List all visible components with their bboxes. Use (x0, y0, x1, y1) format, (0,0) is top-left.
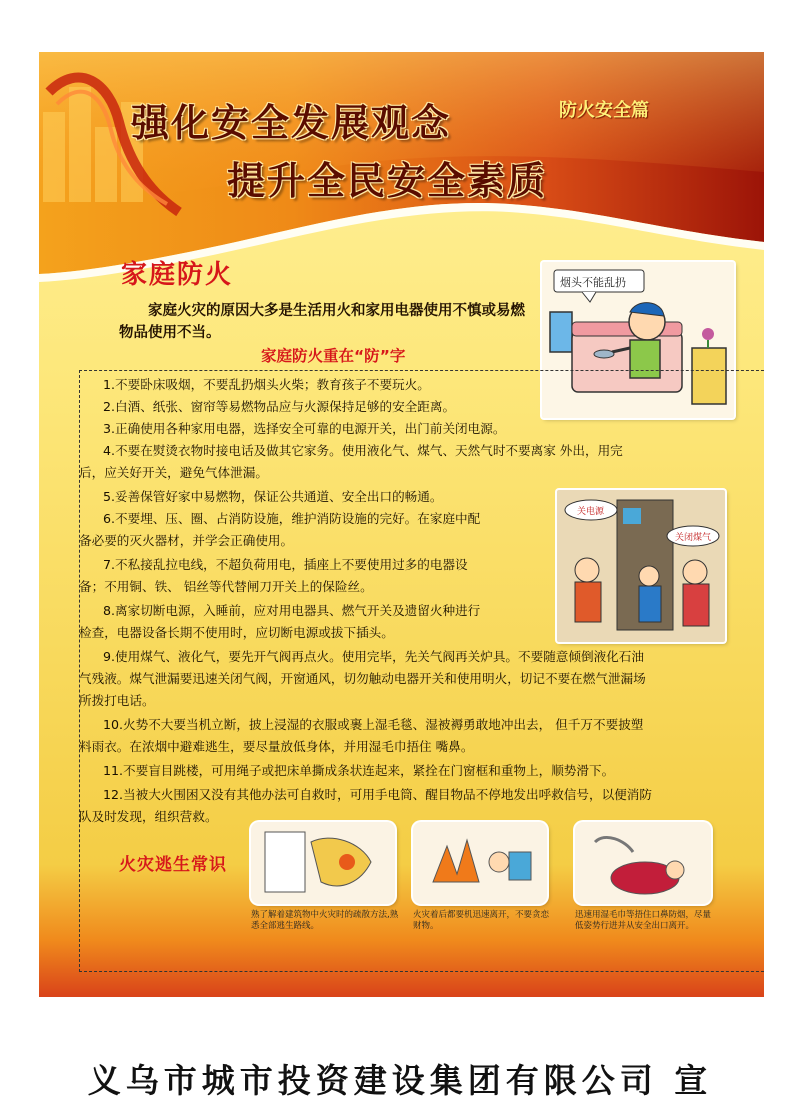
card3-caption: 迅速用湿毛巾等捂住口鼻防烟，尽量低姿势行进并从安全出口离开。 (575, 910, 712, 931)
tip-line: 1.不要卧床吸烟，不要乱扔烟头火柴；教育孩子不要玩火。 (103, 377, 430, 392)
illustration-card-1 (251, 822, 395, 904)
tip-line: 12.当被大火围困又没有其他办法可自救时，可用手电筒、醒目物品不停地发出呼救信号，以便消防 (103, 787, 652, 802)
tip-line: 11.不要盲目跳楼，可用绳子或把床单撕成条状连起来，紧拴在门窗框和重物上，顺势滑下。 (103, 763, 615, 778)
tip-line: 3.正确使用各种家用电器，选择安全可靠的电源开关，出门前关闭电源。 (103, 421, 506, 436)
speech-bubble-right: 关闭煤气 (675, 533, 712, 543)
tip-line: 5.妥善保管好家中易燃物，保证公共通道、安全出口的畅通。 (103, 489, 443, 504)
tip-line: 备；不用铜、铁、 铝丝等代替闸刀开关上的保险丝。 (79, 579, 373, 594)
escape-tips-title: 火灾逃生常识 (119, 855, 227, 875)
tip-line: 10.火势不大要当机立断，披上浸湿的衣服或裹上湿毛毯、湿被褥勇敢地冲出去， 但千万不要披塑 (103, 717, 644, 732)
card2-caption: 火灾着后都要机迅速离开，不要贪恋财物。 (413, 910, 550, 931)
tip-line: 气残液。煤气泄漏要迅速关闭气阀，开窗通风，切勿触动电器开关和使用明火，切记不要在燃气泄漏场 (79, 671, 646, 686)
tip-line: 7.不私接乱拉电线，不超负荷用电，插座上不要使用过多的电器设 (103, 557, 468, 572)
tip-line: 队及时发现，组织营救。 (79, 809, 218, 824)
tip-line: 检查，电器设备长期不使用时，应切断电源或拔下插头。 (79, 625, 394, 640)
illustration-card-2 (413, 822, 547, 904)
title-line1: 强化安全发展观念 (131, 101, 452, 145)
title-line2: 提升全民安全素质 (227, 159, 548, 203)
tip-line: 8.离家切断电源，入睡前，应对用电器具、燃气开关及遗留火种进行 (103, 603, 481, 618)
tip-line: 9.使用煤气、液化气，要先开气阀再点火。使用完毕，先关气阀再关炉具。不要随意倾倒液化石油 (103, 649, 644, 664)
tip-line: 6.不要埋、压、圈、占消防设施，维护消防设施的完好。在家庭中配 (103, 511, 481, 526)
tip-line: 所拨打电话。 (79, 693, 155, 708)
section-subtitle: 家庭防火重在“防”字 (261, 347, 406, 365)
tip-line: 料雨衣。在浓烟中避难逃生，要尽量放低身体，并用湿毛巾捂住 嘴鼻。 (79, 739, 474, 754)
card1-caption: 熟了解着建筑物中火灾时的疏散方法,熟悉全部逃生路线。 (251, 910, 399, 931)
cartoon-building-escape-icon (251, 822, 395, 904)
series-tag: 防火安全篇 (559, 100, 649, 121)
section-title: 家庭防火 (121, 260, 234, 290)
tip-line: 4.不要在熨烫衣物时接电话及做其它家务。使用液化气、煤气、天然气时不要离家 外出，用完 (103, 443, 623, 458)
footer-organization: 义乌市城市投资建设集团有限公司 宣 (87, 1061, 713, 1100)
cartoon-fire-run-icon (413, 822, 547, 904)
tip-line: 2.白酒、纸张、窗帘等易燃物品应与火源保持足够的安全距离。 (103, 399, 456, 414)
tip-line: 后，应关好开关，避免气体泄漏。 (79, 465, 268, 480)
speech-bubble-left: 关电源 (577, 507, 605, 517)
tip-line: 备必要的灭火器材，并学会正确使用。 (79, 533, 294, 548)
cartoon-crawl-smoke-icon (575, 822, 711, 904)
poster (39, 52, 764, 997)
section-intro: 家庭火灾的原因大多是生活用火和家用电器使用不慎或易燃物品使用不当。 (119, 303, 525, 341)
speech-bubble-top: 烟头不能乱扔 (560, 276, 626, 289)
illustration-card-3 (575, 822, 711, 904)
